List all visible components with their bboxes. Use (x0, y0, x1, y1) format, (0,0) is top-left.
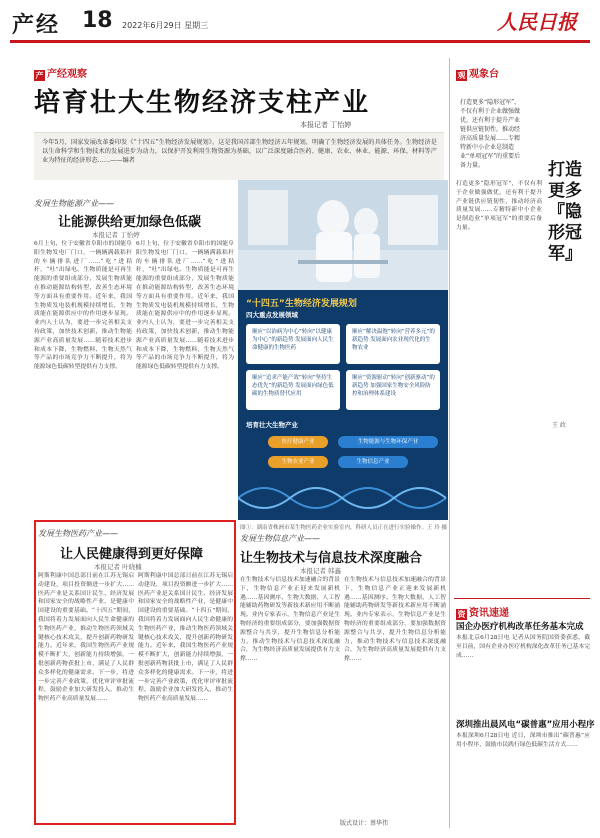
sidebar-body: 打造更多“隐形冠军”，不仅有利于企业做强做优，还有利于提升产业链供应链韧性，推动经济高质量发展……专精特新中小企业是制造业“单项冠军”的重要后备力量。 (456, 181, 542, 231)
lab-photo (238, 180, 448, 290)
article1-reporter: 本报记者 丁怡婷 (92, 231, 140, 239)
article3-headline: 让生物技术与信息技术深度融合 (240, 551, 423, 566)
industry-pill: 医疗健康产业 (268, 436, 328, 448)
photo-caption: 图①：湖南省株洲市某生物医药企业实验室内，科研人员正在进行实验操作。王 玲 摄 (240, 525, 447, 531)
article2-reporter: 本报记者 叶晓楠 (94, 563, 142, 571)
infographic-section-2: 培育壮大生物产业 (246, 421, 298, 429)
article1-body-col2: 6月上旬，位于安徽省阜阳市的国能阜阳生物发电厂门口，一辆辆满载秸秆的车辆排队进厂……“吃”进秸秆，“吐”出绿电。生物质能是可再生能源的重要组成部分，发展生物质能在推动能源结构转型、改善生态环境等方面具有重要作用。近年来，我国生物质发电装机规模持续增长，生物质能在能源供应中的作用逐步显现。业内人士认为，要进一步完善相关支持政策，加快技术创新，推动生物能源产业高质量发展……随着技术进步和成本下降，生物燃料、生物天然气等产品的市场竞争力不断提升，将为能源绿色低碳转型提供有力支撑。 (136, 241, 234, 371)
infographic-card: 顺应“解决温饱”转向“营养多元”的新趋势 发展面向农业现代化的生物农业 (346, 324, 440, 364)
sidebar-vertical-headline: 打造更多『隐形冠军』 (548, 160, 582, 264)
article1-body-col1: 6月上旬，位于安徽省阜阳市的国能阜阳生物发电厂门口，一辆辆满载秸秆的车辆排队进厂……“吃”进秸秆，“吐”出绿电。生物质能是可再生能源的重要组成部分，发展生物质能在推动能源结构转型、改善生态环境等方面具有重要作用。近年来，我国生物质发电装机规模持续增长，生物质能在能源供应中的作用逐步显现。业内人士认为，要进一步完善相关支持政策，加快技术创新，推动生物能源产业高质量发展……随着技术进步和成本下降，生物燃料、生物天然气等产品的市场竞争力不断提升，将为能源绿色低碳转型提供有力支撑。 (34, 241, 132, 371)
news1-body: 本报北京6月28日电 记者从国务院国资委获悉，截至目前，国有企业办医疗机构深化改革任务已基本完成…… (456, 635, 590, 659)
news-kicker: 资 资讯速递 (457, 608, 509, 619)
kicker-box-icon: 产 (35, 71, 44, 80)
article3-body-col2: 在生物技术与信息技术加速融合的背景下，生物信息产业正迎来发展新机遇……基因测序、生物大数据、人工智能辅助药物研发等新技术新应用不断涌现。业内专家表示，生物信息产业是生物经济的重要组成部分，要加强数据资源整合与共享，提升生物信息分析能力，推动生物技术与信息技术深度融合，为生物经济高质量发展提供有力支撑…… (344, 577, 446, 663)
masthead (0, 0, 600, 40)
column-divider (449, 58, 450, 828)
industry-pill: 生物信息产业 (338, 456, 408, 468)
news1-title: 国企办医疗机构改革任务基本完成 (456, 622, 584, 632)
infographic-card: 顺应“以治病为中心”转向“以健康为中心”的新趋势 发展面向人民生命健康的生物医药 (246, 324, 340, 364)
article2-body-col1: 阿斯利康中国总部日前在江苏无锡启动建设，项目投资额进一步扩大……医药产业是关系国计民生、经济发展和国家安全的战略性产业，是健康中国建设的重要基础。“十四五”期间，我国将着力发展面向人民生命健康的生物医药产业，推动生物医药领域关键核心技术攻关，提升创新药物研发能力。近年来，我国生物医药产业规模不断扩大，创新能力持续增强，一批创新药物获批上市，满足了人民群众多样化的健康需求。下一步，将进一步完善产业政策，优化审评审批流程，鼓励企业加大研发投入，推动生物医药产业高质量发展…… (38, 573, 134, 703)
article3-body-col1: 在生物技术与信息技术加速融合的背景下，生物信息产业正迎来发展新机遇……基因测序、生物大数据、人工智能辅助药物研发等新技术新应用不断涌现。业内专家表示，生物信息产业是生物经济的重要组成部分，要加强数据资源整合与共享，提升生物信息分析能力，推动生物技术与信息技术深度融合，为生物经济高质量发展提供有力支撑…… (240, 577, 340, 663)
industry-pill: 生物能源与生物环保产业 (338, 436, 438, 448)
main-byline: 本报记者 丁怡婷 (300, 121, 352, 129)
infographic-card: 顺应“资源驱动”转向“创新驱动”的新趋势 加强国家生物安全风险防控和治理体系建设 (346, 370, 440, 410)
kicker-box-icon: 观 (457, 71, 466, 80)
infographic-title: “十四五”生物经济发展规划 (246, 299, 357, 309)
masthead-rule (10, 40, 590, 43)
newspaper-logo: 人民日报 (497, 10, 577, 34)
kicker-box-icon: 资 (457, 610, 466, 619)
main-headline: 培育壮大生物经济支柱产业 (34, 88, 371, 118)
article2-section: 发展生物医药产业—— (38, 529, 118, 538)
industry-pill: 生物农业产业 (268, 456, 328, 468)
sidebar-kicker: 观 观象台 (457, 69, 499, 80)
infographic-card: 顺应“追求产能产效”转向“坚持生态优先”的新趋势 发展面向绿色低碳的生物质替代应用 (246, 370, 340, 410)
issue-date: 2022年6月29日 星期三 (122, 21, 209, 30)
section-title: 产经 (12, 13, 61, 38)
infographic (238, 290, 448, 520)
article2-body-col2: 阿斯利康中国总部日前在江苏无锡启动建设，项目投资额进一步扩大……医药产业是关系国计民生、经济发展和国家安全的战略性产业，是健康中国建设的重要基础。“十四五”期间，我国将着力发展面向人民生命健康的生物医药产业，推动生物医药领域关键核心技术攻关，提升创新药物研发能力。近年来，我国生物医药产业规模不断扩大，创新能力持续增强，一批创新药物获批上市，满足了人民群众多样化的健康需求。下一步，将进一步完善产业政策，优化审评审批流程，鼓励企业加大研发投入，推动生物医药产业高质量发展…… (138, 573, 233, 703)
article3-reporter: 本报记者 韩鑫 (300, 567, 342, 575)
article2-headline: 让人民健康得到更好保障 (60, 547, 204, 562)
dna-decoration-icon (238, 476, 448, 520)
infographic-section-1: 四大重点发展领域 (246, 311, 298, 319)
article3-section: 发展生物信息产业—— (240, 534, 320, 543)
sidebar-byline: 王 政 (552, 422, 566, 429)
sidebar-lead: 打造更多“隐形冠军”，不仅有利于企业做强做优，还有利于提升产业链供应链韧性，推动经济高质量发展……专精特新中小企业是制造业“单项冠军”的重要后备力量。 (460, 99, 521, 169)
news2-body: 本报深圳6月28日电 近日，深圳市推出“碳普惠”应用小程序，鼓励市民践行绿色低碳生活方式…… (456, 733, 590, 748)
news-rule (454, 598, 590, 599)
news2-title: 深圳推出晨风电“碳普惠”应用小程序 (456, 720, 595, 730)
main-kicker: 产 产经观察 (35, 69, 87, 80)
article1-section: 发展生物能源产业—— (34, 199, 114, 208)
lead-sign: ——编者 (110, 157, 135, 164)
article1-headline: 让能源供给更加绿色低碳 (58, 215, 202, 230)
page-number: 18 (82, 8, 113, 33)
lead-text: 今年5月，国家发展改革委印发《“十四五”生物经济发展规划》，这是我国首部生物经济五年规划，明确了生物经济发展的具体任务。生物经济是以生命科学和生物技术的发展进步为动力，以保护开发利用生物资源为基础，以广泛深度融合医药、健康、农业、林业、能源、环保、材料等产业为特征的经济形态……——编者 (42, 139, 437, 164)
design-credit: 版式设计：蔡华伟 (340, 820, 389, 827)
